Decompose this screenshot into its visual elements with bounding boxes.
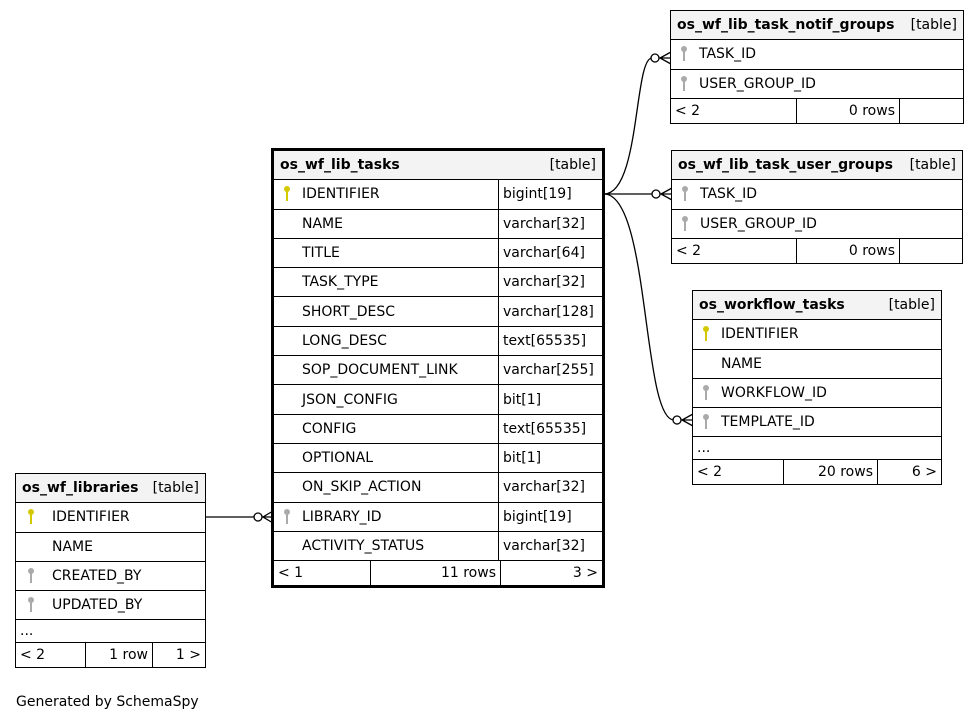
column-row[interactable] xyxy=(16,503,205,532)
foreign-key-icon xyxy=(282,508,292,526)
table-notif-groups[interactable] xyxy=(670,10,964,124)
children-link[interactable]: 6 > xyxy=(877,460,941,484)
parents-link[interactable]: < 2 xyxy=(697,464,723,481)
column-name: IDENTIFIER xyxy=(52,509,130,526)
column-name: ON_SKIP_ACTION xyxy=(302,479,422,496)
column-name: SHORT_DESC xyxy=(302,303,395,320)
row-count: 11 rows xyxy=(370,561,500,585)
children-link[interactable]: 1 > xyxy=(152,643,205,667)
column-name: LONG_DESC xyxy=(302,332,387,349)
column-type: text[65535] xyxy=(498,415,602,443)
children-link[interactable]: 3 > xyxy=(500,561,602,585)
column-row[interactable] xyxy=(274,268,602,297)
column-row[interactable] xyxy=(274,297,602,326)
edge-lib-tasks-notif-groups xyxy=(604,58,652,194)
column-type: varchar[64] xyxy=(498,239,602,267)
column-name: CONFIG xyxy=(302,420,357,437)
column-row[interactable] xyxy=(274,503,602,532)
table-kind: [table] xyxy=(888,297,935,314)
table-kind: [table] xyxy=(910,17,957,34)
column-name: UPDATED_BY xyxy=(52,597,143,614)
column-type: varchar[255] xyxy=(498,356,602,384)
column-row[interactable] xyxy=(274,239,602,268)
column-name: LIBRARY_ID xyxy=(302,508,382,525)
column-row[interactable] xyxy=(274,385,602,414)
table-name[interactable]: os_wf_lib_task_user_groups xyxy=(678,157,893,174)
column-row[interactable] xyxy=(693,320,941,349)
column-row[interactable] xyxy=(672,180,962,209)
table-footer xyxy=(671,99,963,123)
column-row[interactable] xyxy=(16,591,205,620)
column-name: TASK_ID xyxy=(699,46,757,63)
table-name[interactable]: os_workflow_tasks xyxy=(699,297,845,314)
table-footer xyxy=(274,561,602,585)
column-row[interactable] xyxy=(274,473,602,502)
table-footer xyxy=(672,239,962,263)
column-name: TASK_TYPE xyxy=(302,274,379,291)
column-name: TASK_ID xyxy=(700,186,758,203)
column-name: CREATED_BY xyxy=(52,568,142,585)
table-header xyxy=(672,151,962,180)
column-type: bigint[19] xyxy=(498,503,602,531)
table-header xyxy=(671,11,963,40)
table-header xyxy=(693,291,941,320)
table-lib-tasks[interactable] xyxy=(271,148,605,588)
column-row[interactable] xyxy=(274,327,602,356)
table-name[interactable]: os_wf_lib_tasks xyxy=(280,157,400,174)
more-columns: ... xyxy=(693,437,941,460)
table-workflow-tasks[interactable] xyxy=(692,290,942,485)
column-row[interactable] xyxy=(274,180,602,209)
column-name: NAME xyxy=(52,538,93,555)
row-count: 20 rows xyxy=(783,460,877,484)
column-name: OPTIONAL xyxy=(302,450,374,467)
column-row[interactable] xyxy=(693,379,941,408)
column-type: text[65535] xyxy=(498,327,602,355)
column-name: IDENTIFIER xyxy=(721,326,799,343)
foreign-key-icon xyxy=(701,413,711,431)
column-row[interactable] xyxy=(671,70,963,99)
column-name: NAME xyxy=(721,355,762,372)
parents-link[interactable]: < 1 xyxy=(278,565,304,582)
column-type: varchar[32] xyxy=(498,268,602,296)
column-name: IDENTIFIER xyxy=(302,186,380,203)
column-row[interactable] xyxy=(274,210,602,239)
table-footer xyxy=(16,643,205,667)
table-footer xyxy=(693,460,941,484)
column-name: TITLE xyxy=(302,245,340,262)
more-columns: ... xyxy=(16,620,205,643)
primary-key-icon xyxy=(701,325,711,343)
column-name: JSON_CONFIG xyxy=(302,391,398,408)
column-type: bit[1] xyxy=(498,444,602,472)
children-link[interactable] xyxy=(899,99,963,123)
primary-key-icon xyxy=(282,185,292,203)
table-header xyxy=(274,151,602,180)
column-type: bit[1] xyxy=(498,385,602,413)
foreign-key-icon xyxy=(26,596,36,614)
parents-link[interactable]: < 2 xyxy=(20,647,46,664)
column-row[interactable] xyxy=(16,533,205,562)
children-link[interactable] xyxy=(899,239,962,263)
column-type: varchar[32] xyxy=(498,532,602,560)
foreign-key-icon xyxy=(679,75,689,93)
column-name: TEMPLATE_ID xyxy=(721,414,815,431)
column-row[interactable] xyxy=(16,562,205,591)
foreign-key-icon xyxy=(680,215,690,233)
foreign-key-icon xyxy=(701,384,711,402)
table-libraries[interactable] xyxy=(15,473,206,668)
column-row[interactable] xyxy=(274,356,602,385)
table-name[interactable]: os_wf_libraries xyxy=(22,480,139,497)
row-count: 0 rows xyxy=(796,99,899,123)
foreign-key-icon xyxy=(680,185,690,203)
generator-credit: Generated by SchemaSpy xyxy=(16,694,199,710)
table-header xyxy=(16,474,205,503)
parents-link[interactable]: < 2 xyxy=(675,102,701,119)
column-name: SOP_DOCUMENT_LINK xyxy=(302,362,458,379)
column-name: NAME xyxy=(302,215,343,232)
column-row[interactable] xyxy=(671,40,963,69)
column-name: USER_GROUP_ID xyxy=(700,215,817,232)
parents-link[interactable]: < 2 xyxy=(676,242,702,259)
table-kind: [table] xyxy=(909,157,956,174)
column-row[interactable] xyxy=(693,350,941,379)
table-kind: [table] xyxy=(549,157,596,174)
row-count: 0 rows xyxy=(796,239,899,263)
column-name: USER_GROUP_ID xyxy=(699,75,816,92)
edge-lib-tasks-workflow-tasks xyxy=(604,194,674,420)
column-type: varchar[32] xyxy=(498,210,602,238)
column-name: WORKFLOW_ID xyxy=(721,385,827,402)
foreign-key-icon xyxy=(26,567,36,585)
table-user-groups[interactable] xyxy=(671,150,963,264)
column-type: varchar[32] xyxy=(498,473,602,501)
column-row[interactable] xyxy=(693,408,941,437)
column-type: varchar[128] xyxy=(498,297,602,325)
primary-key-icon xyxy=(26,508,36,526)
column-name: ACTIVITY_STATUS xyxy=(302,538,425,554)
foreign-key-icon xyxy=(679,45,689,63)
column-row[interactable] xyxy=(274,444,602,473)
table-name[interactable]: os_wf_lib_task_notif_groups xyxy=(677,17,895,34)
table-kind: [table] xyxy=(152,480,199,497)
column-type: bigint[19] xyxy=(498,180,602,208)
column-row[interactable] xyxy=(274,532,602,561)
column-row[interactable] xyxy=(274,415,602,444)
column-row[interactable] xyxy=(672,210,962,239)
row-count: 1 row xyxy=(85,643,152,667)
